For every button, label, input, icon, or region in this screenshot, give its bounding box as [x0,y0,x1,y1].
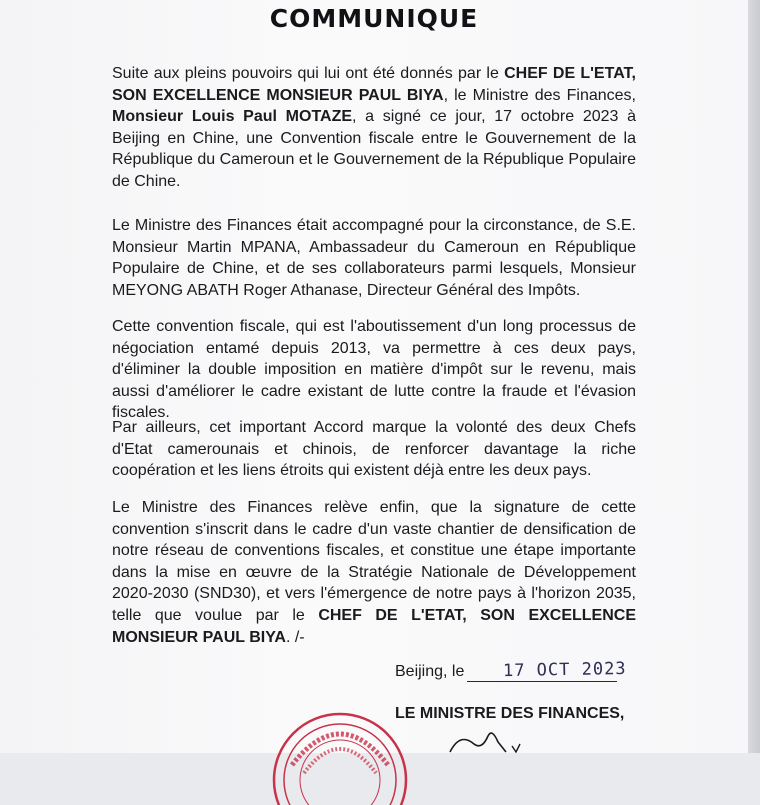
bold-run: CHEF DE L'ETAT, SON EXCELLENCE MONSIEUR PAUL BIYA [112,606,637,646]
paragraph-cooperation [112,417,636,482]
signatory-title: LE MINISTRE DES FINANCES, [395,705,625,722]
bold-run: CHEF DE L'ETAT, SON EXCELLENCE MONSIEUR PAUL BIYA [112,65,637,104]
official-seal-icon [270,695,410,805]
handwritten-signature-icon [440,722,560,753]
paragraph-purpose [112,316,636,424]
page-edge-shadow [748,0,760,753]
document-title: COMMUNIQUE [269,4,479,33]
place-label: Beijing, le [395,663,465,680]
text-run: , le Ministre des Finances, [443,86,636,104]
text-run: Par ailleurs, cet important Accord marque la volonté des deux Chefs d'Etat camerounais et chinois, de renforcer davantage la riche coopération et les liens étroits qui existent déjà entre les deux pays. [112,419,636,480]
bold-run: Monsieur Louis Paul MOTAZE [112,108,353,126]
paragraph-delegation [112,215,636,301]
text-run: , a signé ce jour, 17 octobre 2023 à Beijing en Chine, une Convention fiscale entre le Gouvernement de la République du Cameroun et le Gouvernement de la République Populaire de Chine. [112,108,637,190]
date-stamp: 17 OCT 2023 [502,658,627,682]
text-run: Le Ministre des Finances était accompagné pour la circonstance, de S.E. Monsieur Martin MPANA, Ambassadeur du Cameroun en République Populaire de Chine, et de ses collaborateurs parmi lesquels, Monsieur MEYONG ABATH Roger Athanase, Directeur Général des Impôts. [112,217,636,299]
text-run: Cette convention fiscale, qui est l'aboutissement d'un long processus de négociation entamé depuis 2013, va permettre à ces deux pays, d'éliminer la double imposition en matière d'impôt sur le revenu, mais aussi d'améliorer le cadre existant de lutte contre la fraude et l'évasion fiscales. [112,318,636,422]
paragraph-signing [112,63,636,193]
text-run: . /- [285,628,305,646]
text-run: Le Ministre des Finances relève enfin, que la signature de cette convention s'inscrit dans le cadre d'un vaste chantier de densification de notre réseau de conventions fiscales, et constitue une étape importante dans la mise en œuvre de la Stratégie Nationale de Développement 2020-2030 (SND30), et vers l'émergence de notre pays à l'horizon 2035, telle que voulue par le [112,499,636,624]
paragraph-conclusion [112,497,636,648]
text-run: Suite aux pleins pouvoirs qui lui ont été donnés par le [112,65,505,82]
